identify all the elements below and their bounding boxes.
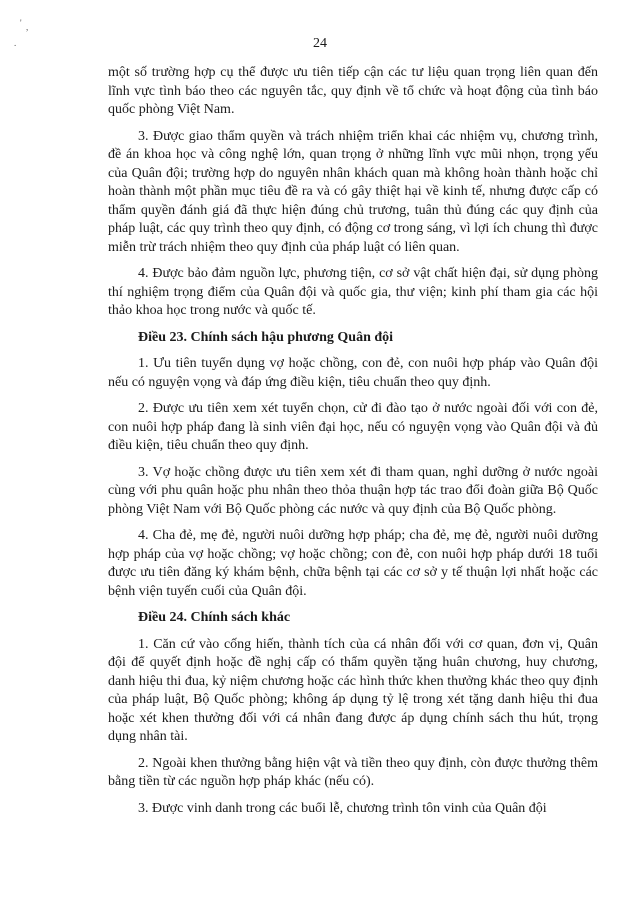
paragraph: một số trường hợp cụ thể được ưu tiên tiếp cận các tư liệu quan trọng liên quan đến lĩnh vực tình báo theo các nguyên tắc, quy định về tổ chức và hoạt động của tình báo quốc phòng Việt Nam. — [108, 65, 598, 117]
article-24-title: Chính sách khác — [190, 610, 291, 625]
paragraph: 2. Được ưu tiên xem xét tuyển chọn, cử đi đào tạo ở nước ngoài đối với con đẻ, con nuôi hợp pháp đang là sinh viên đại học, nếu có nguyện vọng vào Quân đội và đủ điều kiện, tiêu chuẩn theo quy định. — [108, 401, 598, 453]
paragraph: 4. Được bảo đảm nguồn lực, phương tiện, cơ sở vật chất hiện đại, sử dụng phòng thí nghiệm trọng điểm của Quân đội và quốc gia, thư viện; kinh phí tham gia các hội thảo khoa học trong nước và quốc tế. — [108, 266, 598, 318]
article-23-label: Điều 23. — [138, 329, 187, 345]
article-24-heading — [108, 609, 598, 628]
page-number: 24 — [313, 36, 327, 51]
article-23-heading — [108, 329, 598, 348]
paragraph: 4. Cha đẻ, mẹ đẻ, người nuôi dưỡng hợp pháp; cha đẻ, mẹ đẻ, người nuôi dưỡng hợp pháp của vợ hoặc chồng; vợ hoặc chồng; con đẻ, con nuôi hợp pháp dưới 18 tuổi được ưu tiên đăng ký khám bệnh, chữa bệnh tại các cơ sở y tế thuận lợi nhất hoặc các bệnh viện tuyến cuối của Quân đội. — [108, 528, 598, 599]
paragraph: 3. Vợ hoặc chồng được ưu tiên xem xét đi tham quan, nghỉ dưỡng ở nước ngoài cùng với phu quân hoặc phu nhân theo thỏa thuận hợp tác trao đổi đoàn giữa Bộ Quốc phòng Việt Nam với Bộ Quốc phòng các nước và quy định của Bộ Quốc phòng. — [108, 464, 598, 517]
paragraph: 2. Ngoài khen thưởng bằng hiện vật và tiền theo quy định, còn được thưởng thêm bằng tiền từ các nguồn hợp pháp khác (nếu có). — [108, 755, 598, 789]
scan-speck: ' — [20, 18, 22, 28]
scan-speck: . — [14, 38, 17, 48]
paragraph: 1. Căn cứ vào cống hiến, thành tích của cá nhân đối với cơ quan, đơn vị, Quân đội để quyết định hoặc đề nghị cấp có thẩm quyền tặng huân chương, huy chương, danh hiệu thi đua, kỷ niệm chương hoặc các hình thức khen thưởng khác theo quy định của pháp luật, Bộ Quốc phòng; không áp dụng tỷ lệ trong xét tặng danh hiệu thi đua hoặc xét khen thưởng đối với cá nhân đang được áp dụng chính sách thu hút, trọng dụng nhân tài. — [108, 636, 598, 744]
paragraph: 3. Được giao thẩm quyền và trách nhiệm triển khai các nhiệm vụ, chương trình, đề án khoa học và công nghệ lớn, quan trọng ở những lĩnh vực mũi nhọn, trọng yếu của Quân đội; trường hợp do nguyên nhân khách quan mà không hoàn thành hoặc chỉ hoàn thành một phần mục tiêu đề ra và có gây thiệt hại về kinh tế, nhưng được cấp có thẩm quyền đánh giá đã thực hiện đúng chủ trương, tuân thủ đúng các quy định của pháp luật, các quy trình theo quy định, có động cơ trong sáng, vì lợi ích chung thì được miễn trừ trách nhiệm theo quy định của pháp luật có liên quan. — [108, 128, 598, 255]
article-24-label: Điều 24. — [138, 610, 187, 625]
paragraph: 3. Được vinh danh trong các buổi lễ, chương trình tôn vinh của Quân đội — [138, 800, 547, 816]
scan-speck: , — [26, 22, 29, 32]
article-23-title: Chính sách hậu phương Quân đội — [190, 329, 394, 345]
document-body — [108, 64, 598, 826]
paragraph: 1. Ưu tiên tuyển dụng vợ hoặc chồng, con đẻ, con nuôi hợp pháp vào Quân đội nếu có nguyện vọng và đáp ứng điều kiện, tiêu chuẩn theo quy định. — [108, 356, 598, 390]
